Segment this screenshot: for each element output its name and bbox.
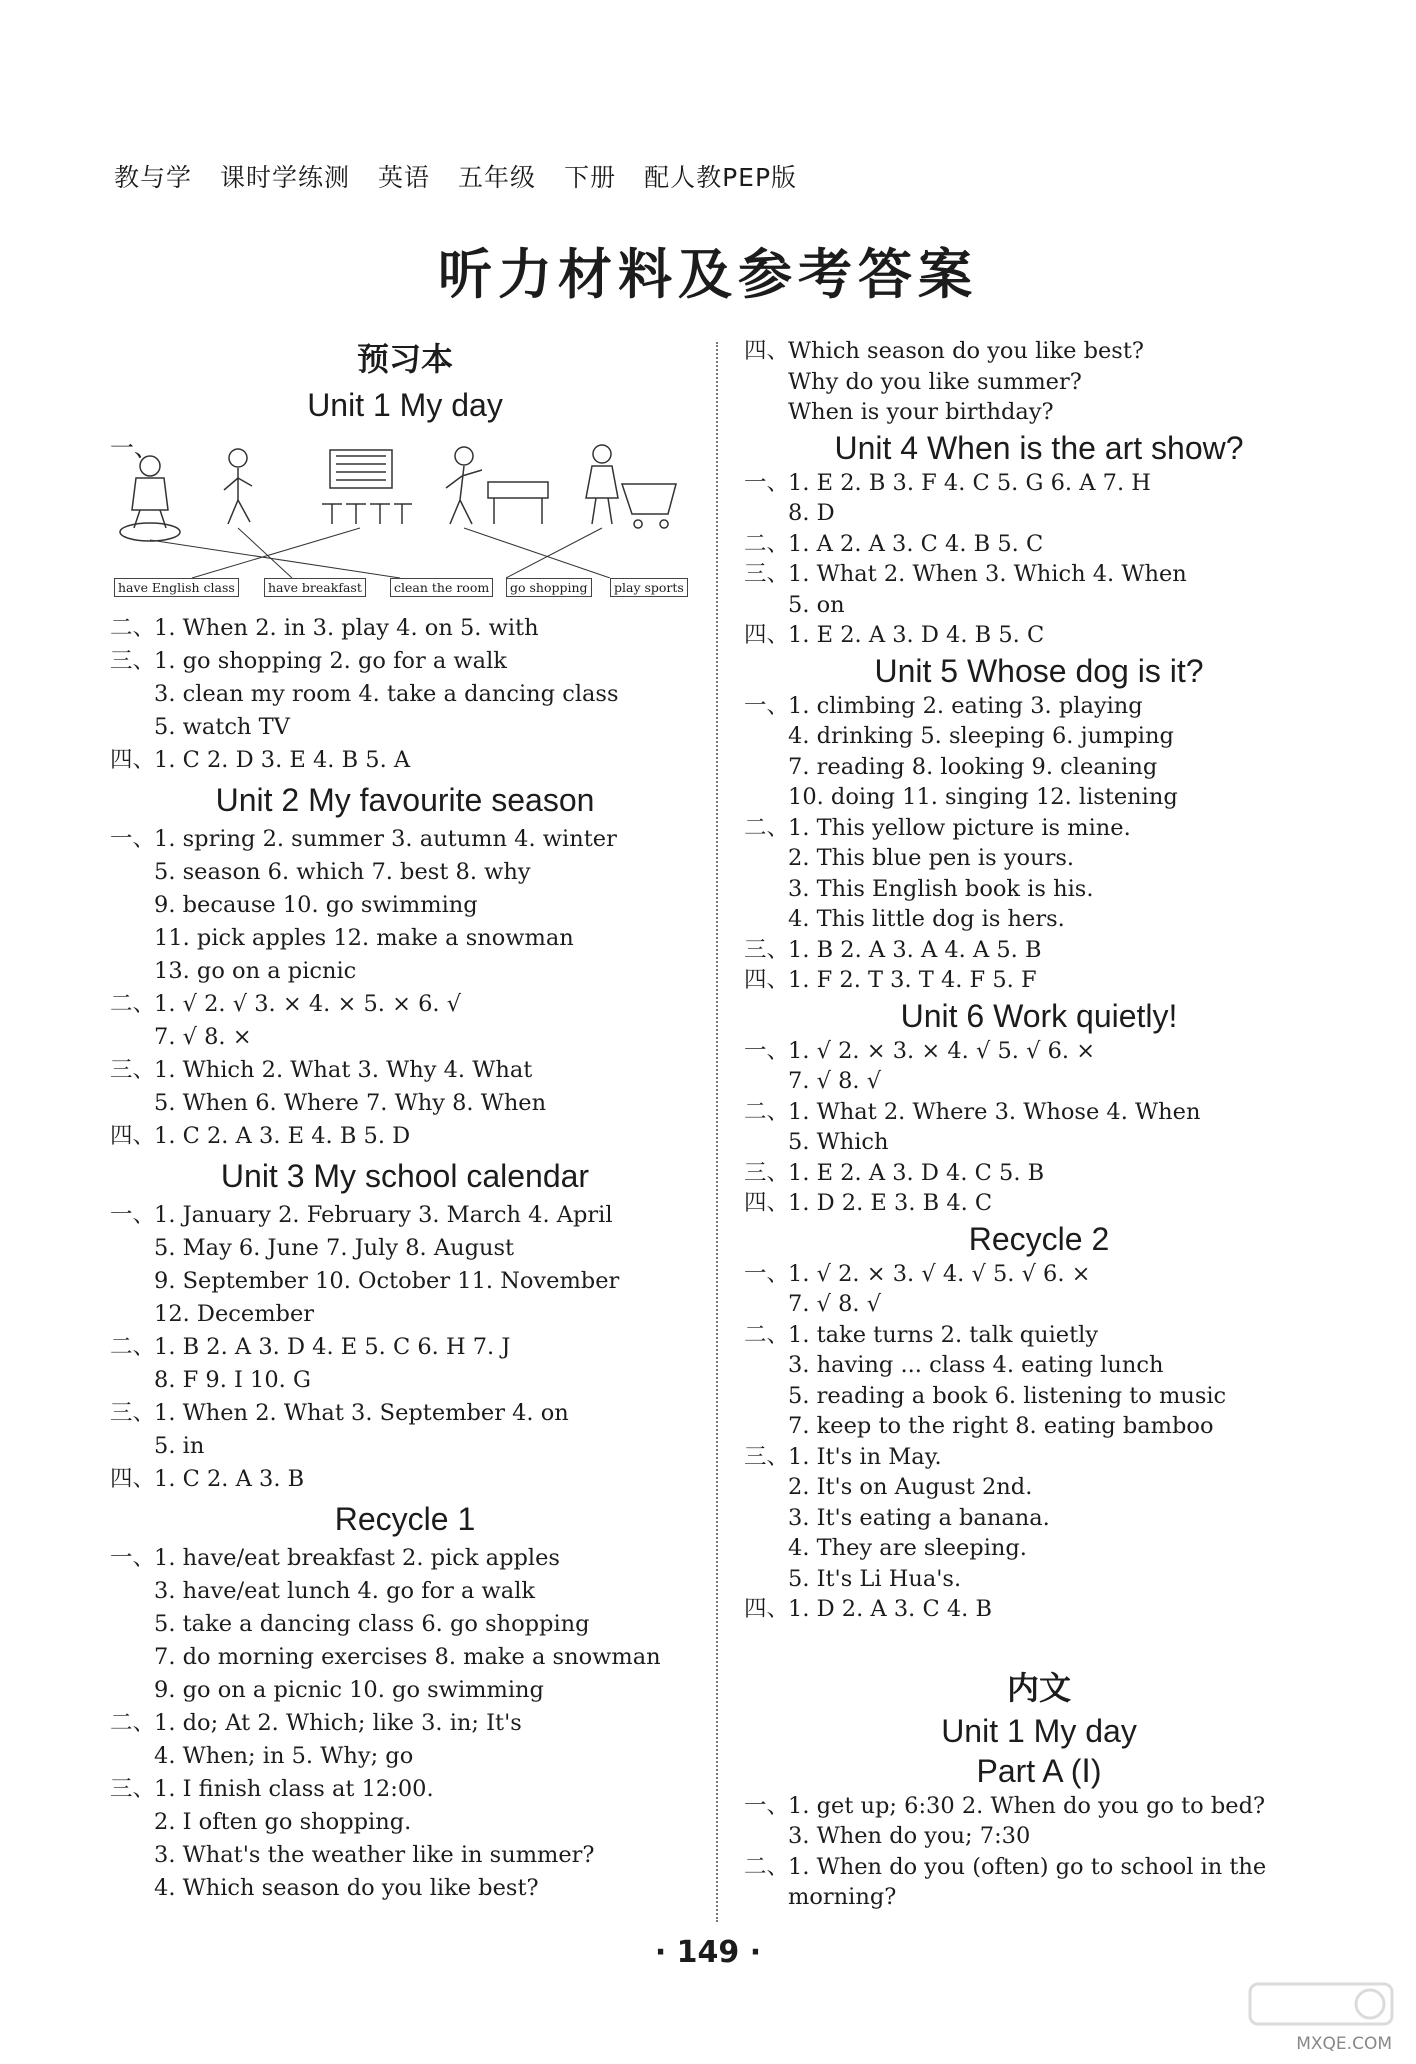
- answer-line: [744, 529, 1334, 560]
- answer-line: [110, 922, 700, 955]
- answer-line: [744, 1066, 1334, 1097]
- answer-line: [744, 1097, 1334, 1128]
- answer-text: 1. D 2. A 3. C 4. B: [788, 1596, 992, 1622]
- answer-line: [110, 823, 700, 856]
- answer-line: [744, 1564, 1334, 1595]
- answer-line: [744, 1158, 1334, 1189]
- question-marker: 二、: [110, 1710, 156, 1736]
- answer-text: 1. January 2. February 3. March 4. April: [154, 1202, 613, 1228]
- part-heading: Part A (Ⅰ): [976, 1752, 1102, 1789]
- answer-line: [110, 1265, 700, 1298]
- question-marker: 四、: [744, 967, 790, 993]
- answer-text: 10. doing 11. singing 12. listening: [788, 784, 1178, 810]
- answer-line: [744, 782, 1334, 813]
- answer-line: [110, 1298, 700, 1331]
- answer-text: 3. When do you; 7:30: [788, 1823, 1031, 1849]
- answer-line: [110, 856, 700, 889]
- question-marker: 一、: [110, 1545, 156, 1571]
- header-item: 英语: [378, 163, 431, 192]
- answer-text: 1. take turns 2. talk quietly: [788, 1321, 1099, 1348]
- picture-label: have breakfast: [264, 578, 366, 597]
- question-marker: 四、: [110, 747, 156, 773]
- left-column: [110, 336, 700, 1905]
- answer-text: 5. on: [788, 591, 845, 618]
- girl-cleaning-picture: [446, 447, 548, 524]
- answer-text: 1. When do you (often) go to school in the: [788, 1853, 1267, 1880]
- answer-text: 4. When; in 5. Why; go: [154, 1743, 414, 1769]
- book-header: [114, 158, 825, 194]
- answer-text: 8. F 9. I 10. G: [154, 1367, 311, 1393]
- page-title: 听力材料及参考答案: [438, 243, 978, 306]
- answer-text: 7. keep to the right 8. eating bamboo: [788, 1413, 1214, 1439]
- answer-text: 1. E 2. A 3. D 4. C 5. B: [788, 1159, 1045, 1186]
- question-marker: 二、: [110, 1334, 156, 1360]
- question-marker: 三、: [110, 1400, 156, 1426]
- answer-line: [110, 1232, 700, 1265]
- answer-text: 7. reading 8. looking 9. cleaning: [788, 753, 1158, 780]
- question-marker: 二、: [744, 1853, 790, 1880]
- page-number: · 149 ·: [654, 1935, 762, 1970]
- question-marker: 一、: [744, 469, 790, 496]
- answer-text: Which season do you like best?: [788, 338, 1144, 364]
- picture-label: have English class: [114, 578, 239, 597]
- question-marker: 四、: [744, 622, 790, 648]
- answer-line: [744, 1821, 1334, 1852]
- answer-text: 1. B 2. A 3. A 4. A 5. B: [788, 936, 1042, 963]
- answer-line: [110, 645, 700, 678]
- answer-line: [110, 711, 700, 744]
- question-marker: 二、: [110, 615, 156, 641]
- answer-text: 5. Which: [788, 1129, 889, 1155]
- column-divider: [716, 342, 718, 1922]
- answer-text: 1. I finish class at 12:00.: [154, 1776, 434, 1802]
- answer-line: [744, 1503, 1334, 1534]
- answer-line: [110, 955, 700, 988]
- answer-line: [744, 1594, 1334, 1625]
- answer-text: 3. have/eat lunch 4. go for a walk: [154, 1578, 536, 1604]
- answer-line: [744, 1442, 1334, 1473]
- answer-line: [110, 678, 700, 711]
- answer-line: [744, 367, 1334, 398]
- unit-heading: Unit 1 My day: [307, 387, 503, 423]
- answer-text: 1. D 2. E 3. B 4. C: [788, 1190, 993, 1216]
- answer-line: [744, 1533, 1334, 1564]
- answer-line: [744, 904, 1334, 935]
- answer-line: [744, 843, 1334, 874]
- question-marker: 二、: [744, 530, 790, 557]
- answer-text: 1. A 2. A 3. C 4. B 5. C: [788, 530, 1044, 557]
- answer-text: 1. What 2. Where 3. Whose 4. When: [788, 1098, 1201, 1125]
- answer-text: 1. When 2. What 3. September 4. on: [154, 1400, 569, 1426]
- matching-figure: [110, 428, 700, 595]
- answer-line: [744, 1472, 1334, 1503]
- picture-label: go shopping: [506, 578, 592, 597]
- answer-text: 7. √ 8. √: [788, 1291, 882, 1317]
- answer-line: [744, 468, 1334, 499]
- question-marker: 三、: [744, 1443, 790, 1470]
- answer-line: [744, 874, 1334, 905]
- answer-line: [744, 1259, 1334, 1290]
- answer-line: [744, 1882, 1334, 1913]
- question-marker: 一、: [110, 826, 156, 852]
- answer-text: 1. √ 2. √ 3. × 4. × 5. × 6. √: [154, 991, 462, 1017]
- answer-line: [744, 620, 1334, 651]
- question-marker: 一、: [744, 1792, 790, 1819]
- answer-line: [744, 1411, 1334, 1442]
- answer-text: 1. Which 2. What 3. Why 4. What: [154, 1057, 533, 1083]
- unit-heading: Unit 5 Whose dog is it?: [874, 652, 1204, 689]
- answer-text: 3. This English book is his.: [788, 875, 1094, 902]
- answer-block: [744, 1036, 1334, 1219]
- unit-heading: Unit 3 My school calendar: [220, 1158, 590, 1194]
- answer-text: 2. It's on August 2nd.: [788, 1474, 1033, 1500]
- picture-label: play sports: [610, 578, 688, 597]
- answer-line: [744, 1320, 1334, 1351]
- question-marker: 三、: [110, 1776, 156, 1802]
- answer-text: 11. pick apples 12. make a snowman: [154, 925, 574, 951]
- girl-reading-picture: [120, 456, 180, 541]
- answer-line: [110, 1674, 700, 1707]
- answer-line: [744, 397, 1334, 428]
- answer-text: 5. May 6. June 7. July 8. August: [154, 1235, 515, 1261]
- answer-line: [110, 744, 700, 777]
- answer-text: 5. take a dancing class 6. go shopping: [154, 1611, 590, 1637]
- question-marker: 一、: [110, 1202, 156, 1228]
- question-marker: 二、: [110, 991, 156, 1017]
- answer-line: [744, 1289, 1334, 1320]
- answer-line: [110, 612, 700, 645]
- answer-line: [110, 1430, 700, 1463]
- picture-label: clean the room: [390, 578, 493, 597]
- answer-text: 5. reading a book 6. listening to music: [788, 1382, 1227, 1409]
- answer-text: 8. D: [788, 500, 835, 526]
- answer-text: 1. have/eat breakfast 2. pick apples: [154, 1545, 560, 1571]
- question-marker: 三、: [744, 936, 790, 963]
- answer-text: 4. Which season do you like best?: [154, 1875, 539, 1901]
- answer-text: 3. What's the weather like in summer?: [154, 1842, 595, 1868]
- question-marker: 二、: [744, 814, 790, 841]
- answer-text: 1. climbing 2. eating 3. playing: [788, 692, 1143, 719]
- answer-block: [110, 823, 700, 1153]
- classroom-picture: [322, 450, 412, 524]
- answer-text: 7. √ 8. ×: [154, 1024, 252, 1050]
- answer-text: 3. clean my room 4. take a dancing class: [154, 681, 619, 707]
- answer-text: 5. season 6. which 7. best 8. why: [154, 859, 531, 885]
- answer-text: 1. When 2. in 3. play 4. on 5. with: [154, 615, 539, 641]
- right-column: [744, 336, 1334, 1913]
- answer-block: [744, 691, 1334, 996]
- answer-text: 4. This little dog is hers.: [788, 906, 1065, 932]
- answer-block: [744, 468, 1334, 651]
- answer-text: 1. spring 2. summer 3. autumn 4. winter: [154, 826, 617, 852]
- question-marker: 二、: [744, 1098, 790, 1125]
- answer-text: 1. B 2. A 3. D 4. E 5. C 6. H 7. J: [154, 1334, 511, 1360]
- answer-text: 1. C 2. D 3. E 4. B 5. A: [154, 747, 411, 773]
- unit-heading: Unit 1 My day: [941, 1712, 1137, 1749]
- answer-line: [744, 1381, 1334, 1412]
- answer-line: [110, 1054, 700, 1087]
- answer-line: [744, 1350, 1334, 1381]
- answer-text: 12. December: [154, 1301, 315, 1327]
- answer-line: [110, 1575, 700, 1608]
- answer-text: morning?: [788, 1884, 897, 1910]
- answer-line: [744, 691, 1334, 722]
- answer-text: 5. watch TV: [154, 714, 290, 740]
- answer-line: [110, 1331, 700, 1364]
- answer-line: [744, 1127, 1334, 1158]
- unit-heading: Unit 6 Work quietly!: [900, 997, 1178, 1034]
- answer-line: [110, 1199, 700, 1232]
- answer-text: 1. What 2. When 3. Which 4. When: [788, 561, 1187, 587]
- question-marker: 一、: [744, 692, 790, 719]
- matching-lines: [150, 528, 610, 578]
- answer-line: [110, 1397, 700, 1430]
- answer-text: 1. C 2. A 3. E 4. B 5. D: [154, 1123, 411, 1149]
- answer-line: [110, 1087, 700, 1120]
- boy-running-picture: [224, 449, 252, 524]
- question-marker: 四、: [744, 338, 790, 364]
- answer-line: [110, 1740, 700, 1773]
- answer-text: 1. get up; 6:30 2. When do you go to bed?: [788, 1792, 1266, 1819]
- answer-line: [110, 1839, 700, 1872]
- answer-block: [744, 1259, 1334, 1625]
- answer-line: [110, 1773, 700, 1806]
- answer-block: [110, 1542, 700, 1905]
- answer-text: 13. go on a picnic: [154, 958, 357, 984]
- answer-line: [744, 590, 1334, 621]
- answer-text: Why do you like summer?: [788, 368, 1082, 395]
- answer-line: [744, 752, 1334, 783]
- answer-text: When is your birthday?: [788, 399, 1054, 425]
- answer-text: 9. September 10. October 11. November: [154, 1268, 620, 1294]
- unit-heading: Unit 2 My favourite season: [215, 782, 595, 818]
- answer-text: 1. This yellow picture is mine.: [788, 814, 1131, 841]
- answer-line: [744, 935, 1334, 966]
- answer-line: [744, 336, 1334, 367]
- answer-text: 7. √ 8. √: [788, 1068, 882, 1094]
- question-marker: 三、: [744, 561, 790, 587]
- answer-line: [110, 1120, 700, 1153]
- answer-line: [110, 1872, 700, 1905]
- answer-block: [110, 1199, 700, 1496]
- answer-line: [110, 889, 700, 922]
- answer-line: [744, 1036, 1334, 1067]
- answer-text: 1. go shopping 2. go for a walk: [154, 648, 507, 674]
- section-heading-main-text: 内文: [1006, 1668, 1071, 1707]
- question-marker: 一、: [110, 434, 158, 462]
- answer-line: [110, 1806, 700, 1839]
- answer-text: 1. E 2. A 3. D 4. B 5. C: [788, 622, 1045, 648]
- answer-text: 5. It's Li Hua's.: [788, 1565, 962, 1592]
- answer-text: 1. E 2. B 3. F 4. C 5. G 6. A 7. H: [788, 469, 1151, 496]
- answer-line: [110, 1364, 700, 1397]
- section-heading-preview: 预习本: [356, 340, 453, 378]
- answer-text: 2. This blue pen is yours.: [788, 845, 1075, 871]
- answer-text: 7. do morning exercises 8. make a snowman: [154, 1644, 661, 1670]
- header-item: 五年级: [458, 163, 537, 192]
- question-marker: 一、: [744, 1260, 790, 1287]
- answer-text: 3. having ... class 4. eating lunch: [788, 1352, 1164, 1378]
- header-item: 课时学练测: [220, 163, 351, 192]
- header-item: 教与学: [114, 163, 193, 192]
- answer-line: [744, 813, 1334, 844]
- answer-text: 9. go on a picnic 10. go swimming: [154, 1677, 544, 1703]
- answer-line: [110, 1641, 700, 1674]
- answer-line: [744, 965, 1334, 996]
- answer-text: 1. C 2. A 3. B: [154, 1466, 305, 1492]
- question-marker: 四、: [110, 1123, 156, 1149]
- question-marker: 四、: [744, 1190, 790, 1216]
- header-item: 下册: [564, 163, 617, 192]
- answer-line: [110, 1707, 700, 1740]
- answer-text: 1. F 2. T 3. T 4. F 5. F: [788, 967, 1037, 993]
- answer-text: 5. When 6. Where 7. Why 8. When: [154, 1090, 547, 1116]
- answer-text: 4. They are sleeping.: [788, 1535, 1027, 1561]
- answer-line: [744, 1852, 1334, 1883]
- answer-line: [744, 1188, 1334, 1219]
- answer-text: 1. √ 2. × 3. × 4. √ 5. √ 6. ×: [788, 1037, 1096, 1064]
- answer-text: 2. I often go shopping.: [154, 1809, 412, 1835]
- answer-block: [110, 612, 700, 777]
- question-marker: 二、: [744, 1321, 790, 1348]
- answer-text: 3. It's eating a banana.: [788, 1504, 1050, 1531]
- answer-line: [110, 1608, 700, 1641]
- unit-heading: Unit 4 When is the art show?: [834, 429, 1244, 466]
- answer-line: [744, 1791, 1334, 1822]
- picture-strip: [110, 428, 710, 578]
- answer-line: [744, 498, 1334, 529]
- answer-text: 9. because 10. go swimming: [154, 892, 478, 918]
- shopping-girl-picture: [586, 445, 676, 528]
- watermark-text: MXQE.COM: [1296, 2034, 1392, 2054]
- unit-heading: Recycle 2: [968, 1220, 1110, 1257]
- question-marker: 三、: [744, 1159, 790, 1186]
- answer-text: 5. in: [154, 1433, 205, 1459]
- answer-text: 1. √ 2. × 3. √ 4. √ 5. √ 6. ×: [788, 1260, 1091, 1287]
- answer-line: [110, 988, 700, 1021]
- unit-heading: Recycle 1: [334, 1501, 476, 1537]
- question-marker: 四、: [110, 1466, 156, 1492]
- answer-line: [744, 559, 1334, 590]
- answer-block: [744, 336, 1334, 428]
- answer-line: [110, 1542, 700, 1575]
- question-marker: 三、: [110, 1057, 156, 1083]
- answer-text: 4. drinking 5. sleeping 6. jumping: [788, 723, 1174, 749]
- question-marker: 三、: [110, 648, 156, 674]
- header-item: 配人教PEP版: [644, 163, 798, 192]
- answer-block: [744, 1791, 1334, 1913]
- answer-text: 1. do; At 2. Which; like 3. in; It's: [154, 1710, 522, 1736]
- answer-line: [110, 1021, 700, 1054]
- answer-line: [744, 721, 1334, 752]
- answer-line: [110, 1463, 700, 1496]
- question-marker: 一、: [744, 1037, 790, 1064]
- question-marker: 四、: [744, 1596, 790, 1622]
- answer-text: 1. It's in May.: [788, 1443, 942, 1470]
